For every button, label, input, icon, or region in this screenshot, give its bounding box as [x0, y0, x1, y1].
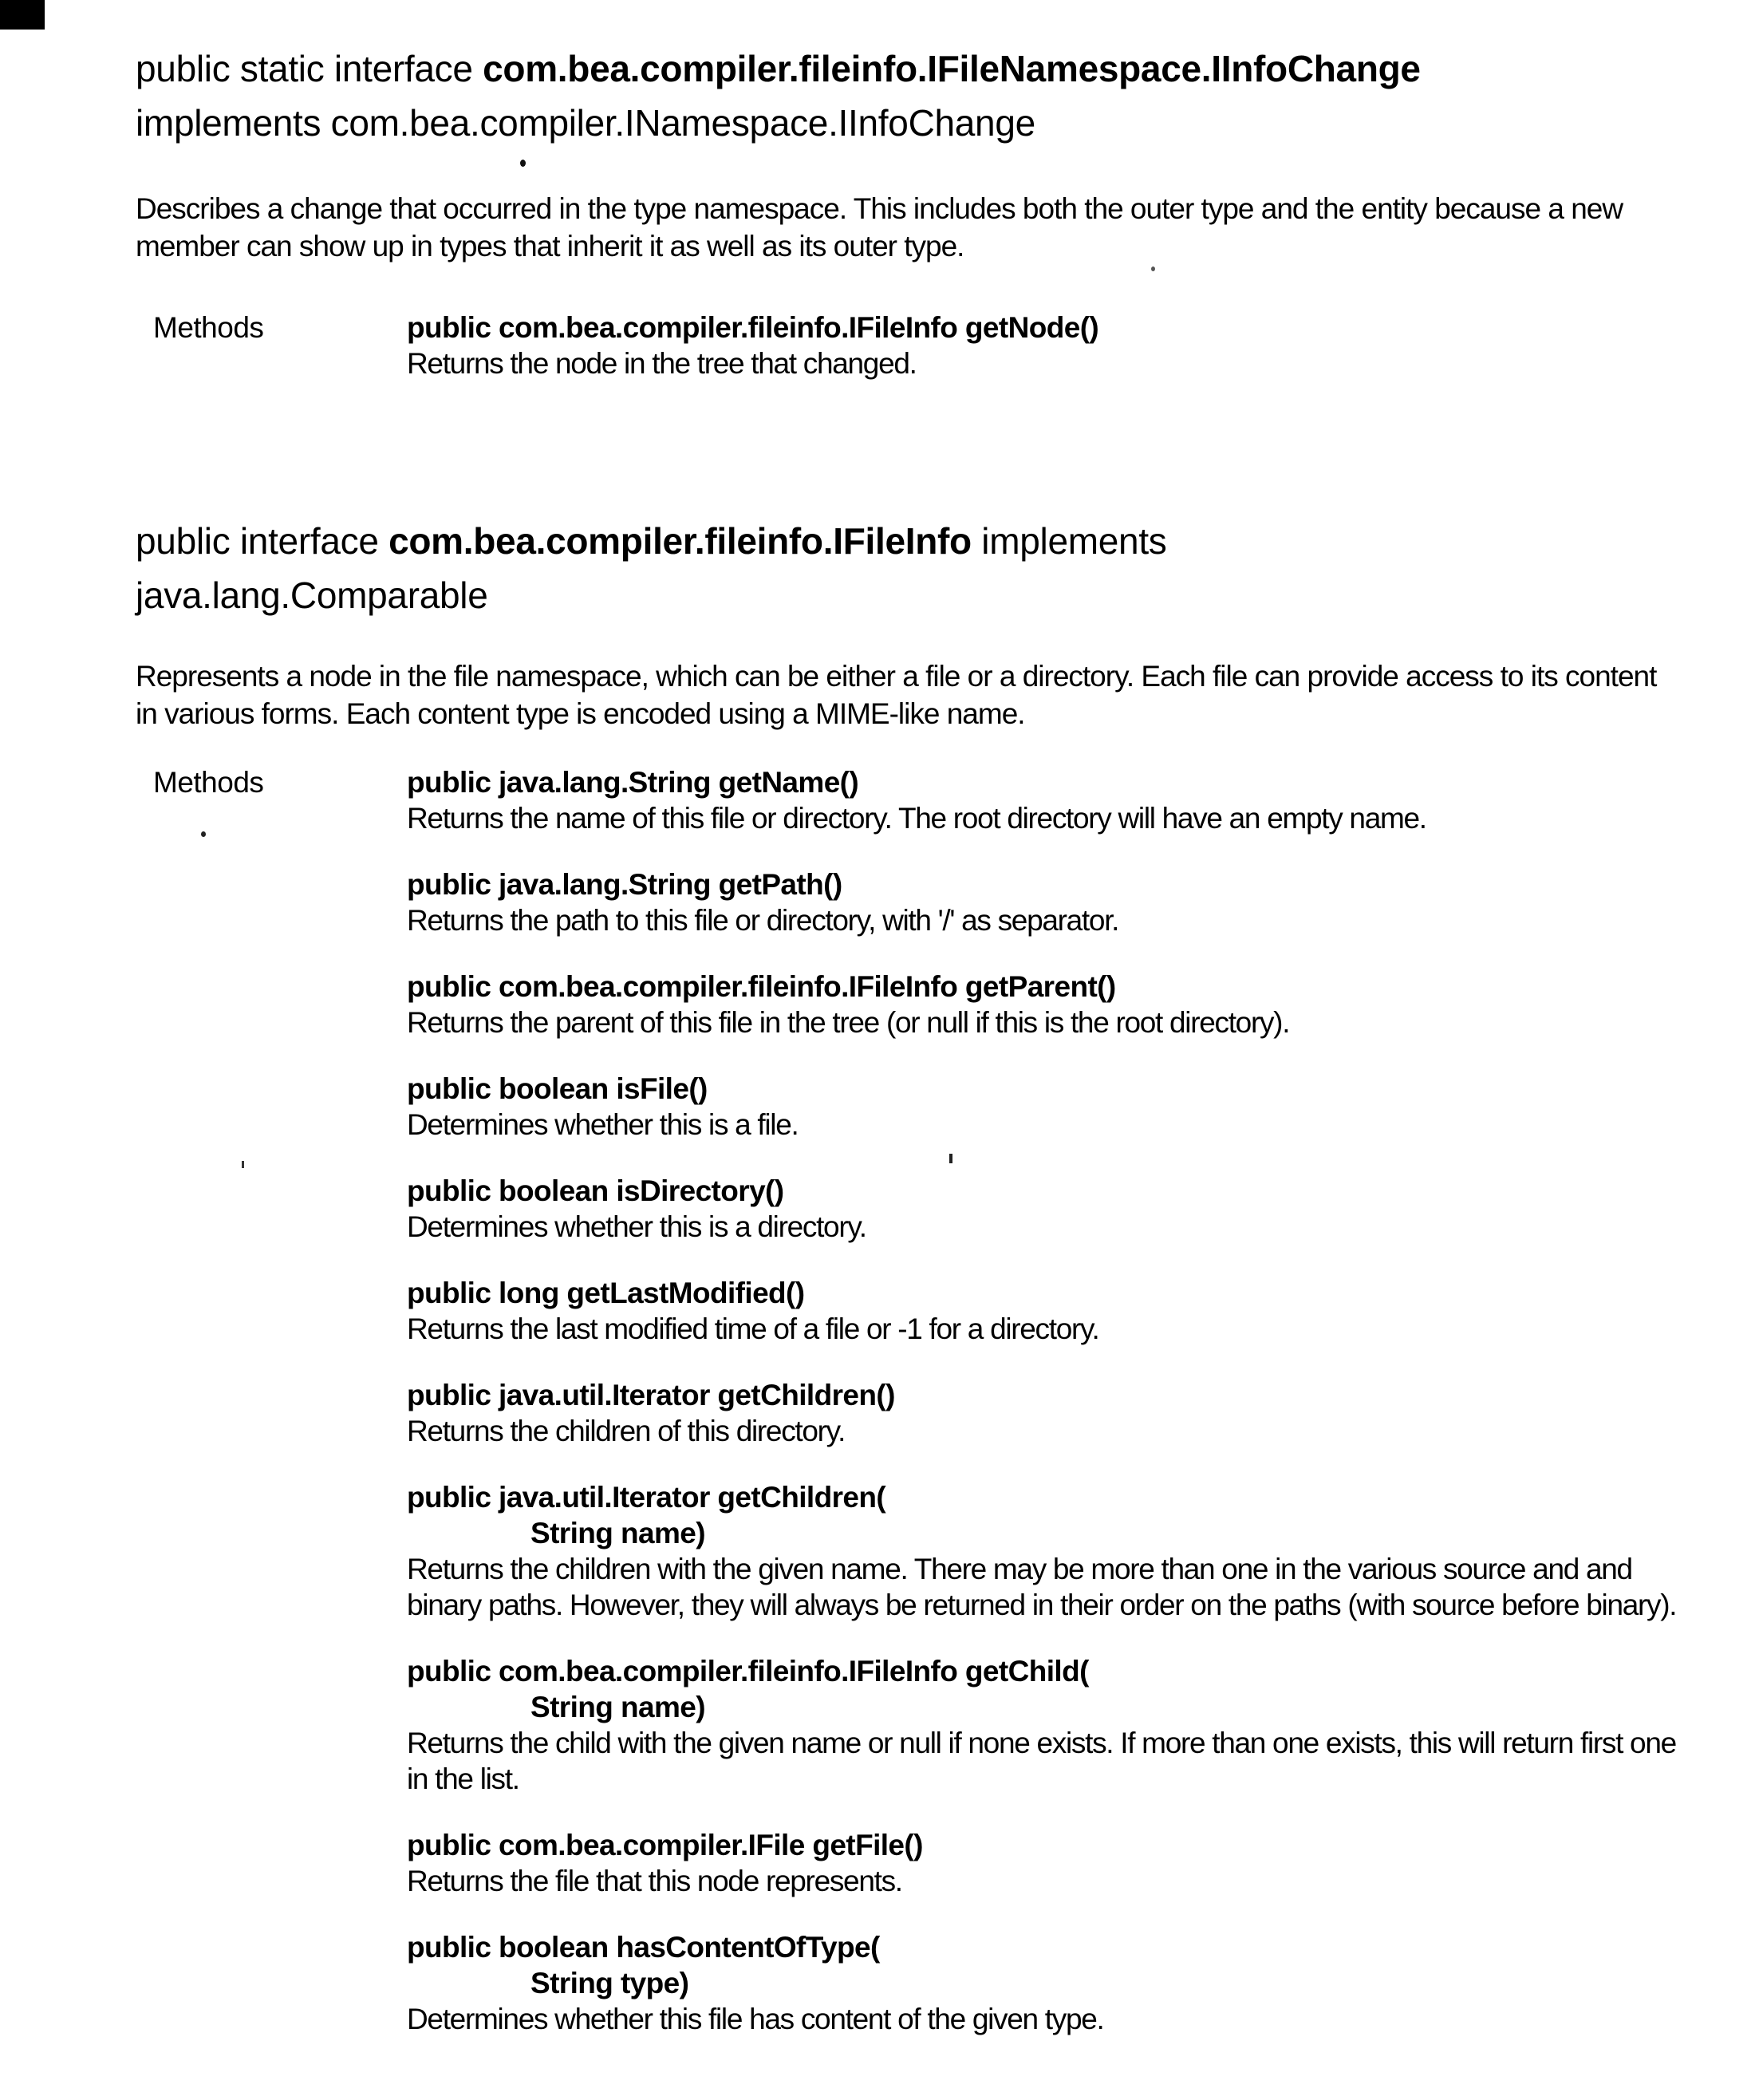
scan-artifact-tick — [242, 1161, 244, 1168]
method-description: Returns the last modified time of a file or -1 for a directory. — [407, 1312, 1099, 1345]
method-entry-getfile — [407, 1827, 1683, 1899]
method-entry-getname — [407, 764, 1683, 836]
interface-declaration — [136, 41, 1683, 150]
method-signature: public com.bea.compiler.fileinfo.IFileInfo getParent() — [407, 970, 1116, 1003]
method-signature: public com.bea.compiler.fileinfo.IFileInfo getNode() — [407, 311, 1099, 344]
method-signature: public java.util.Iterator getChildren( — [407, 1481, 886, 1514]
methods-list — [407, 764, 1683, 2037]
heading-modifiers: public static interface — [136, 48, 483, 89]
method-description: Determines whether this file has content of the given type. — [407, 2003, 1104, 2035]
scan-artifact-corner-mark — [0, 0, 45, 30]
method-parameter: String type) — [530, 1967, 689, 1999]
methods-label: Methods — [153, 766, 264, 799]
method-entry-getnode — [407, 310, 1683, 381]
interface-heading-line2: java.lang.Comparable — [136, 574, 488, 616]
interface-heading-line1 — [136, 514, 1667, 568]
method-signature: public boolean isDirectory() — [407, 1174, 784, 1207]
heading-modifiers: public interface — [136, 520, 389, 562]
interface-section-infochange — [136, 41, 1683, 381]
methods-section — [136, 310, 1683, 381]
method-signature: public long getLastModified() — [407, 1277, 805, 1309]
interface-description: Describes a change that occurred in the type namespace. This includes both the outer type and the entity because a new member can show up in types that inherit it as well as its outer type. — [136, 192, 1623, 262]
method-entry-getparent — [407, 969, 1683, 1040]
interface-name: com.bea.compiler.fileinfo.IFileInfo — [388, 520, 972, 562]
heading-implements-keyword: implements — [971, 520, 1167, 562]
scan-artifact-tick — [949, 1154, 952, 1163]
method-description: Returns the children with the given name. There may be more than one in the various source and and binary paths. However, they will always be returned in their order on the paths (with source before binary). — [407, 1553, 1677, 1621]
method-description: Determines whether this is a file. — [407, 1108, 799, 1141]
method-signature: public java.lang.String getPath() — [407, 868, 842, 901]
method-parameter: String name) — [530, 1517, 705, 1549]
method-description: Determines whether this is a directory. — [407, 1210, 866, 1243]
method-entry-isdirectory — [407, 1173, 1683, 1245]
interface-description: Represents a node in the file namespace, which can be either a file or a directory. Each file can provide access to its content in various forms. Each content type is encoded using a MIME-like name. — [136, 660, 1657, 730]
method-parameter: String name) — [530, 1691, 705, 1723]
method-entry-getchild — [407, 1653, 1683, 1797]
method-entry-getchildren-by-name — [407, 1479, 1683, 1623]
method-description: Returns the parent of this file in the tree (or null if this is the root directory). — [407, 1006, 1290, 1039]
methods-section — [136, 764, 1683, 2037]
interface-section-ifileinfo — [136, 514, 1683, 2037]
method-description: Returns the file that this node represents. — [407, 1865, 902, 1897]
method-entry-getlastmodified — [407, 1275, 1683, 1347]
method-description: Returns the node in the tree that changed. — [407, 347, 917, 380]
scan-artifact-dot — [1151, 266, 1155, 271]
scan-artifact-dot — [520, 160, 526, 167]
method-description: Returns the child with the given name or null if none exists. If more than one exists, this will return first one in the list. — [407, 1727, 1676, 1795]
interface-heading-line1 — [136, 41, 1667, 96]
method-entry-getchildren — [407, 1377, 1683, 1449]
methods-label: Methods — [153, 311, 264, 344]
method-signature: public com.bea.compiler.IFile getFile() — [407, 1829, 923, 1861]
method-signature: public boolean hasContentOfType( — [407, 1931, 880, 1964]
methods-list — [407, 310, 1683, 381]
method-signature: public java.lang.String getName() — [407, 766, 859, 799]
scan-artifact-dot — [201, 831, 206, 837]
method-description: Returns the children of this directory. — [407, 1415, 846, 1447]
method-description: Returns the path to this file or directory, with '/' as separator. — [407, 904, 1119, 937]
method-entry-hascontentoftype — [407, 1929, 1683, 2037]
method-entry-isfile — [407, 1071, 1683, 1143]
interface-name: com.bea.compiler.fileinfo.IFileNamespace.IInfoChange — [483, 48, 1421, 89]
method-entry-getpath — [407, 866, 1683, 938]
method-description: Returns the name of this file or directory. The root directory will have an empty name. — [407, 802, 1426, 835]
interface-declaration — [136, 514, 1683, 622]
interface-heading-line2: implements com.bea.compiler.INamespace.IInfoChange — [136, 102, 1035, 144]
method-signature: public java.util.Iterator getChildren() — [407, 1379, 895, 1411]
method-signature: public boolean isFile() — [407, 1072, 708, 1105]
method-signature: public com.bea.compiler.fileinfo.IFileInfo getChild( — [407, 1655, 1089, 1688]
